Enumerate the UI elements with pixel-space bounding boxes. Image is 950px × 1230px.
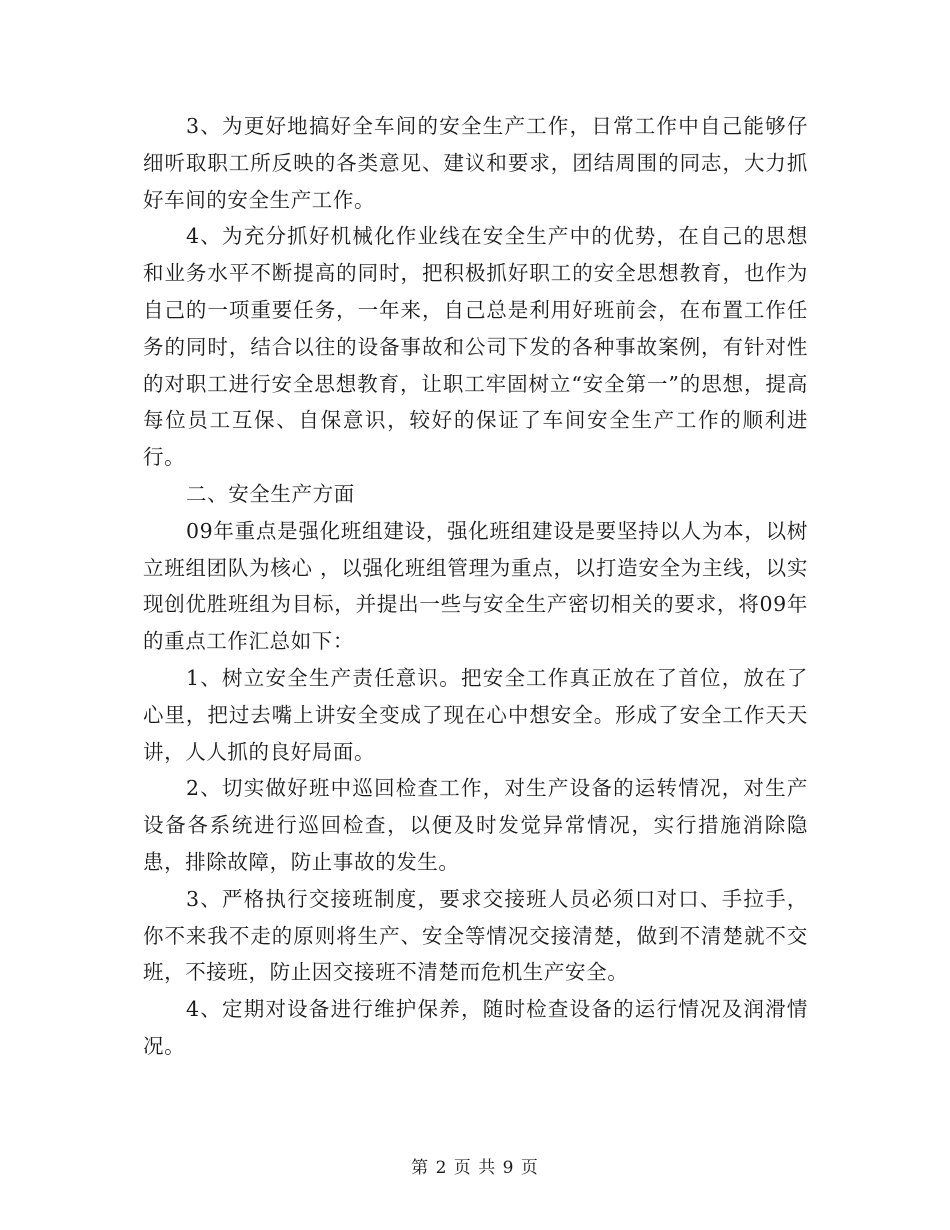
page-number-footer: 第 2 页 共 9 页 bbox=[411, 1158, 539, 1178]
document-body bbox=[143, 108, 808, 1065]
paragraph-item-1: 1、树立安全生产责任意识。把安全工作真正放在了首位，放在了心里，把过去嘴上讲安全变成了现在心中想安全。形成了安全工作天天讲，人人抓的良好局面。 bbox=[143, 665, 808, 764]
paragraph-item-4: 4、定期对设备进行维护保养，随时检查设备的运行情况及润滑情况。 bbox=[143, 997, 808, 1058]
section-heading-safety-production: 二、安全生产方面 bbox=[186, 481, 355, 506]
paragraph-item-3: 3、严格执行交接班制度，要求交接班人员必须口对口、手拉手，你不来我不走的原则将生产、安全等情况交接清楚，做到不清楚就不交班，不接班，防止因交接班不清楚而危机生产安全。 bbox=[143, 886, 808, 985]
paragraph-team-building: 09年重点是强化班组建设，强化班组建设是要坚持以人为本，以树立班组团队为核心 ，以强化班组管理为重点，以打造安全为主线，以实现创优胜班组为目标，并提出一些与安全生产密切相关的要求，将09年的重点工作汇总如下： bbox=[143, 518, 808, 654]
paragraph-mechanized-line: 4、为充分抓好机械化作业线在安全生产中的优势，在自己的思想和业务水平不断提高的同时，把积极抓好职工的安全思想教育，也作为自己的一项重要任务，一年来，自己总是利用好班前会，在布置工作任务的同时，结合以往的设备事故和公司下发的各种事故案例，有针对性的对职工进行安全思想教育，让职工牢固树立“安全第一”的思想，提高每位员工互保、自保意识，较好的保证了车间安全生产工作的顺利进行。 bbox=[143, 224, 808, 470]
paragraph-item-2: 2、切实做好班中巡回检查工作，对生产设备的运转情况，对生产设备各系统进行巡回检查，以便及时发觉异常情况，实行措施消除隐患，排除故障，防止事故的发生。 bbox=[143, 776, 808, 874]
paragraph-workshop-safety: 3、为更好地搞好全车间的安全生产工作，日常工作中自己能够仔细听取职工所反映的各类意见、建议和要求，团结周围的同志，大力抓好车间的安全生产工作。 bbox=[143, 114, 808, 212]
